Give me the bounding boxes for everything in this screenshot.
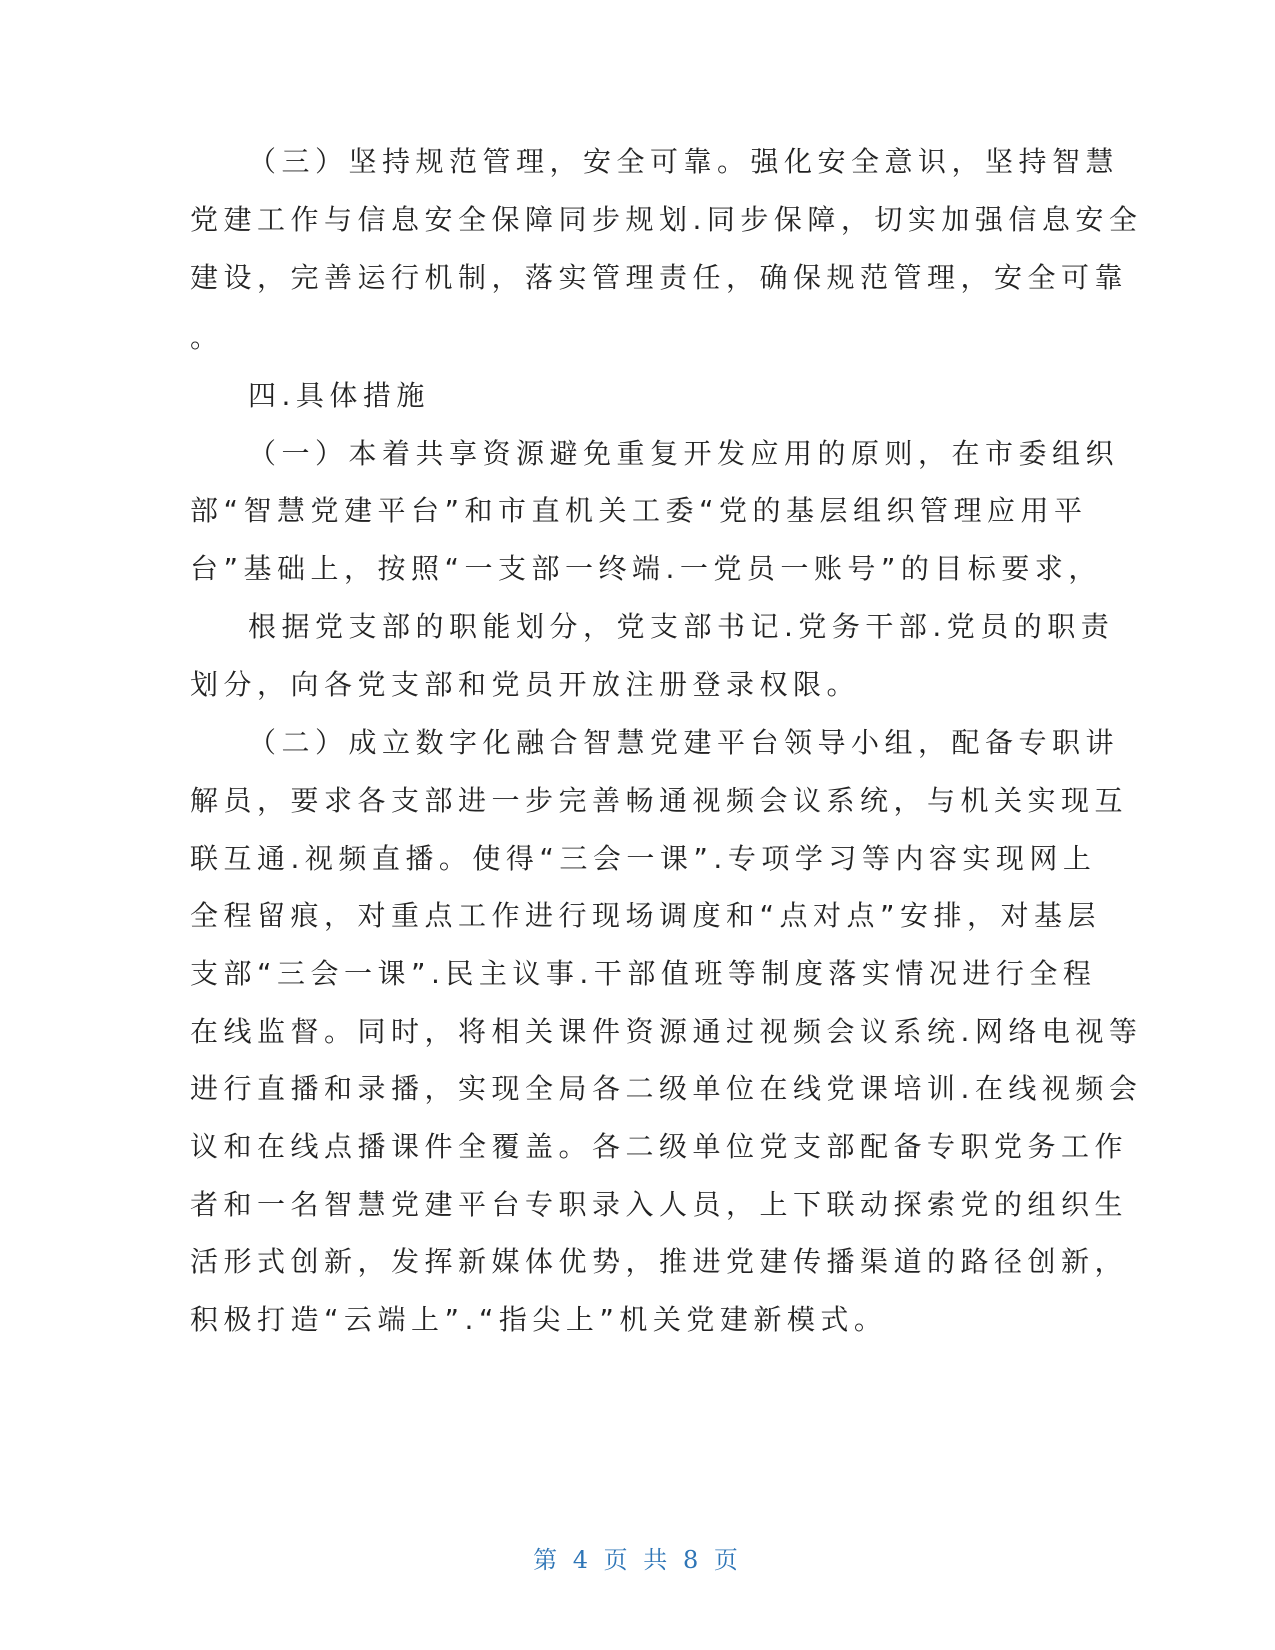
paragraph-line: 党建工作与信息安全保障同步规划.同步保障，切实加强信息安全 bbox=[190, 203, 1143, 236]
paragraph-line: 解员，要求各支部进一步完善畅通视频会议系统，与机关实现互 bbox=[190, 784, 1129, 817]
paragraph-line: 建设，完善运行机制，落实管理责任，确保规范管理，安全可靠 bbox=[190, 261, 1129, 294]
paragraph-line: 。 bbox=[190, 321, 224, 354]
paragraph-line: 进行直播和录播，实现全局各二级单位在线党课培训.在线视频会 bbox=[190, 1072, 1143, 1105]
paragraph-line: （一）本着共享资源避免重复开发应用的原则，在市委组织 bbox=[248, 437, 1120, 470]
paragraph-line: （三）坚持规范管理，安全可靠。强化安全意识，坚持智慧 bbox=[248, 145, 1120, 178]
paragraph-line: 台”基础上，按照“一支部一终端.一党员一账号”的目标要求， bbox=[190, 552, 1102, 585]
paragraph-line: 积极打造“云端上”.“指尖上”机关党建新模式。 bbox=[190, 1303, 888, 1336]
paragraph-line: 议和在线点播课件全覆盖。各二级单位党支部配备专职党务工作 bbox=[190, 1130, 1129, 1163]
page-number-footer: 第 4 页 共 8 页 bbox=[533, 1546, 742, 1574]
paragraph-line: 全程留痕，对重点工作进行现场调度和“点对点”安排，对基层 bbox=[190, 899, 1102, 932]
paragraph-line: 根据党支部的职能划分，党支部书记.党务干部.党员的职责 bbox=[248, 610, 1115, 643]
paragraph-line: 在线监督。同时，将相关课件资源通过视频会议系统.网络电视等 bbox=[190, 1015, 1143, 1048]
paragraph-line: 者和一名智慧党建平台专职录入人员，上下联动探索党的组织生 bbox=[190, 1188, 1129, 1221]
paragraph-line: 支部“三会一课”.民主议事.干部值班等制度落实情况进行全程 bbox=[190, 957, 1097, 990]
section-heading: 四.具体措施 bbox=[248, 379, 430, 412]
paragraph-line: 活形式创新，发挥新媒体优势，推进党建传播渠道的路径创新， bbox=[190, 1245, 1129, 1278]
paragraph-line: 划分，向各党支部和党员开放注册登录权限。 bbox=[190, 668, 861, 701]
paragraph-line: （二）成立数字化融合智慧党建平台领导小组，配备专职讲 bbox=[248, 726, 1120, 759]
paragraph-line: 联互通.视频直播。使得“三会一课”.专项学习等内容实现网上 bbox=[190, 842, 1097, 875]
paragraph-line: 部“智慧党建平台”和市直机关工委“党的基层组织管理应用平 bbox=[190, 494, 1088, 527]
